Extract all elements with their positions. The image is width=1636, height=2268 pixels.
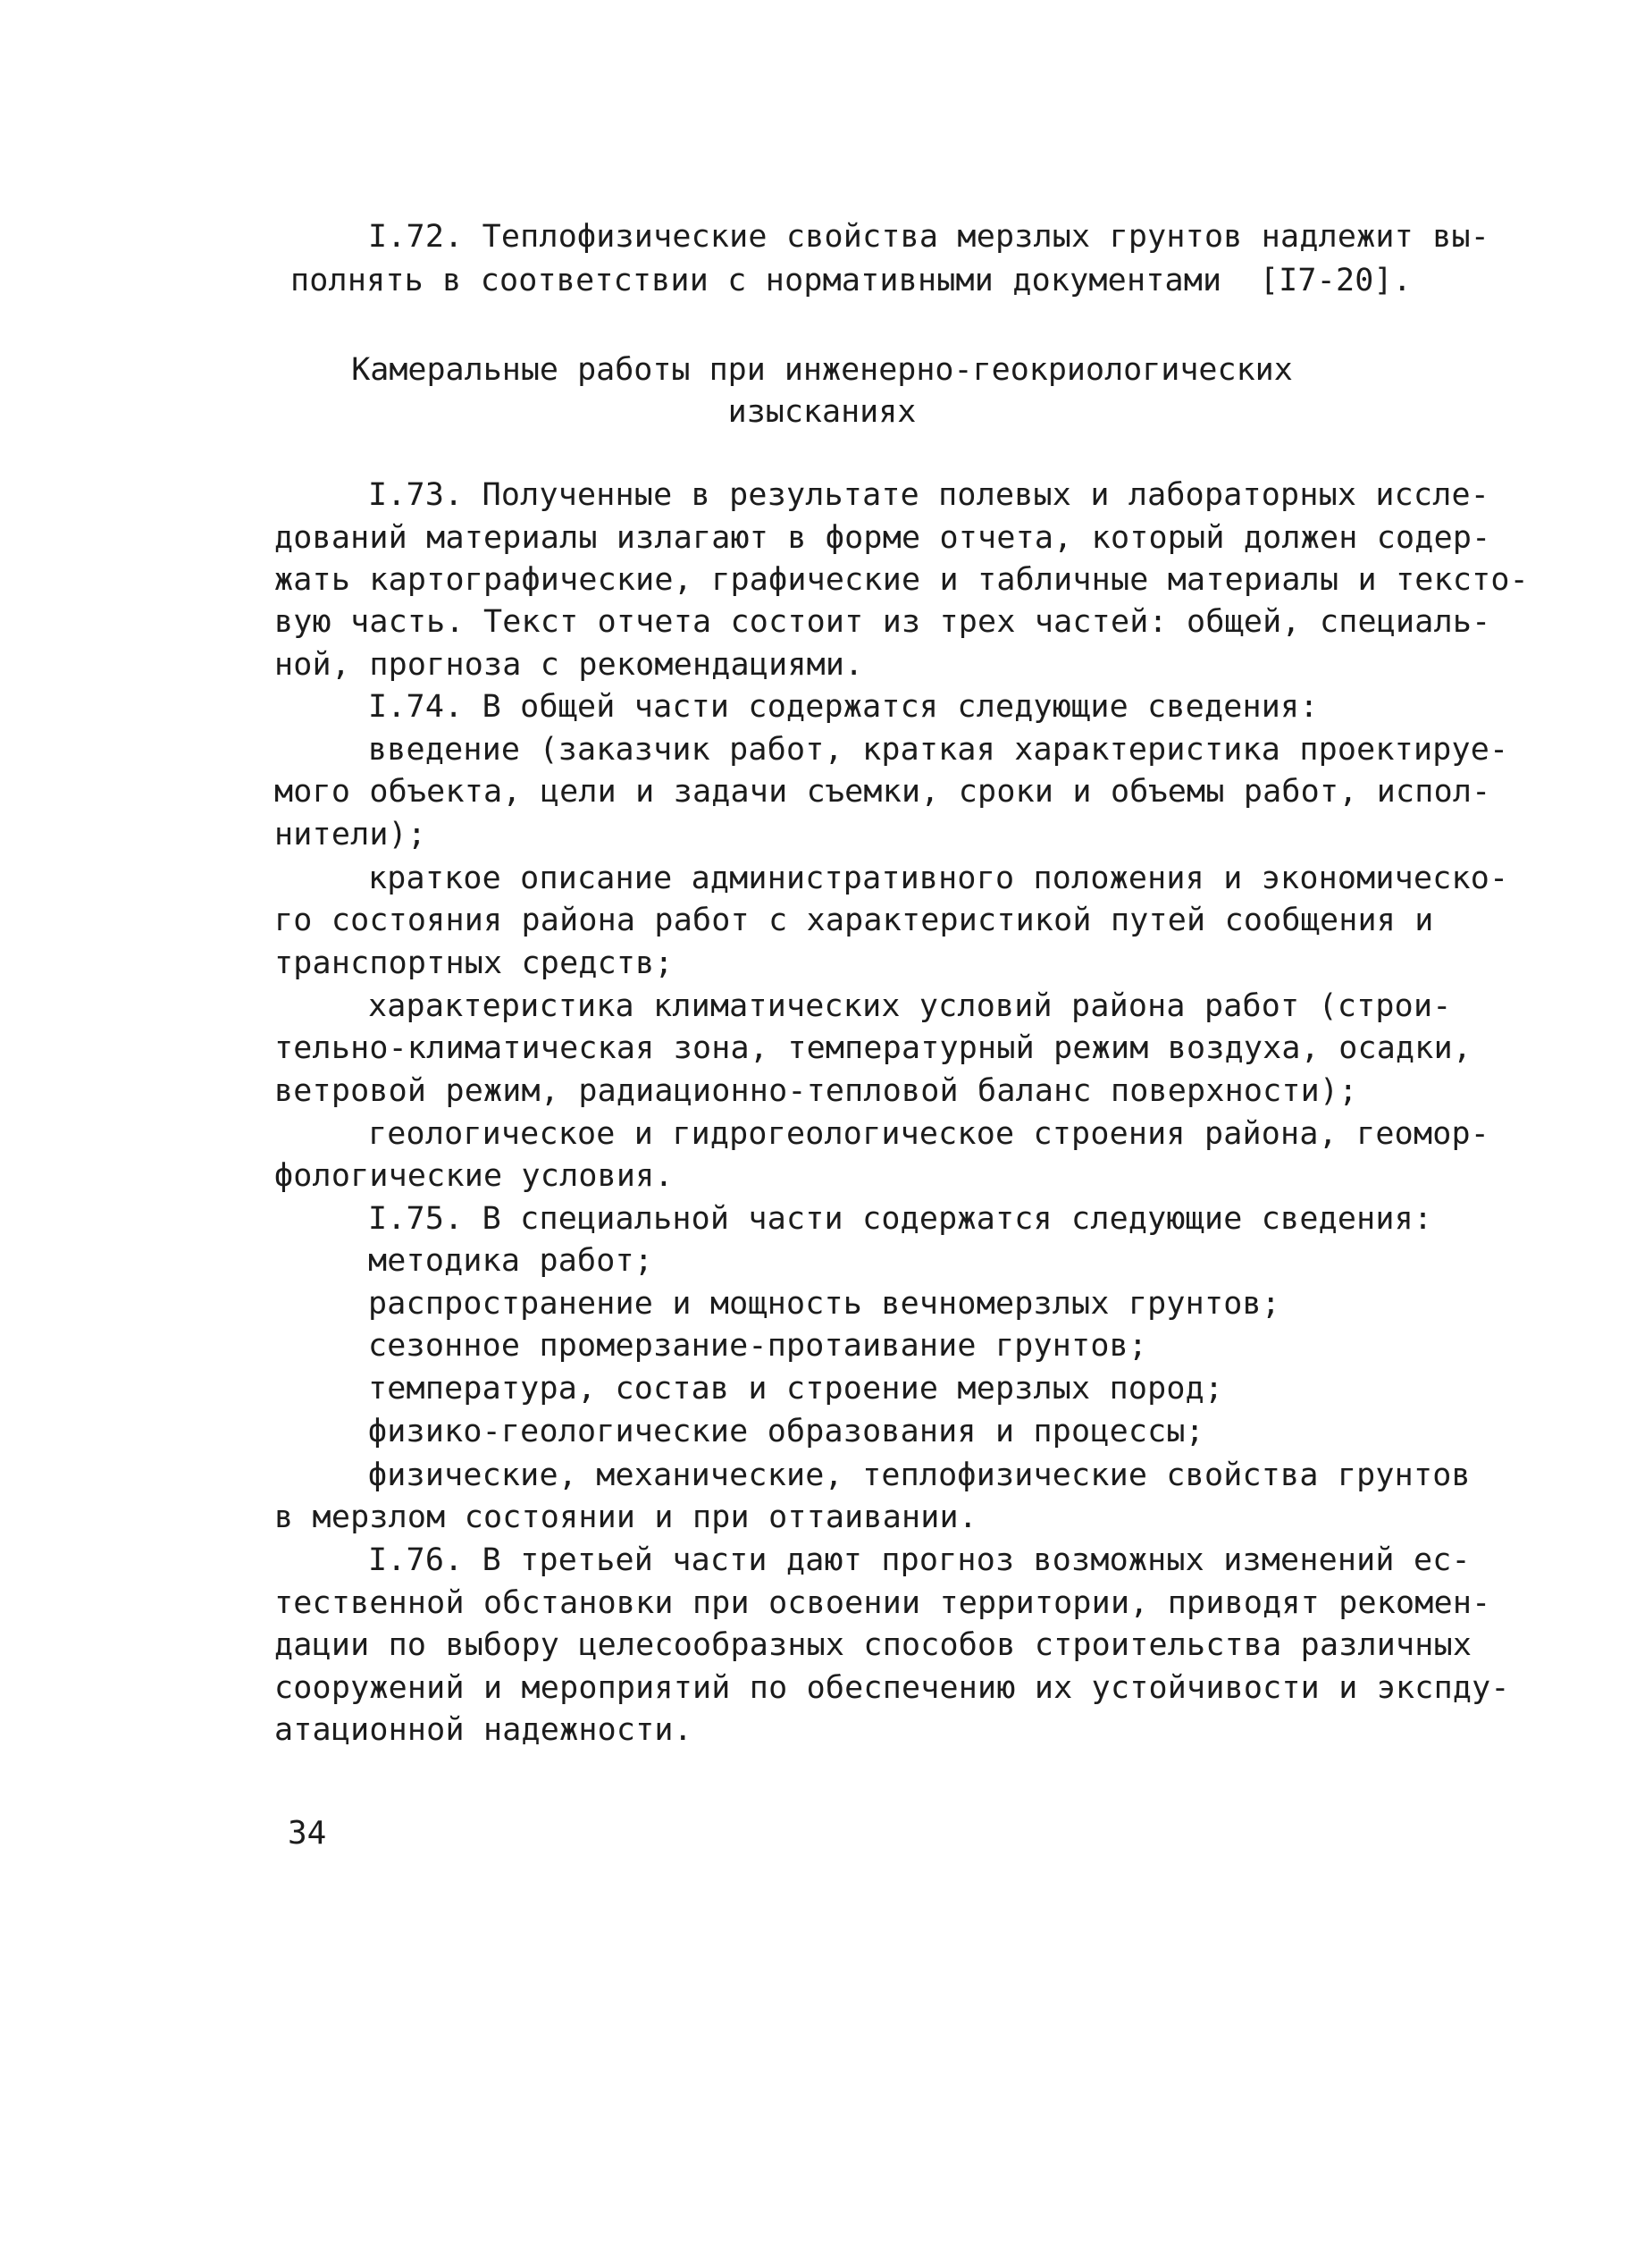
paragraph-1-74-item-line-4: краткое описание административного положения и экономическо- (368, 861, 1509, 896)
paragraph-1-74-item-line-7: характеристика климатических условий района работ (строи- (368, 988, 1452, 1024)
paragraph-1-74-line-1: I.74. В общей части содержатся следующие сведения: (368, 689, 1319, 725)
paragraph-1-73-line-2: дований материалы излагают в форме отчета, который должен содер- (274, 520, 1491, 556)
paragraph-1-73-line-1: I.73. Полученные в результате полевых и лабораторных иссле- (368, 477, 1490, 513)
paragraph-1-74-item-line-2: мого объекта, цели и задачи съемки, сроки и объемы работ, испол- (274, 774, 1491, 810)
paragraph-1-76-line-5: атационной надежности. (274, 1712, 692, 1748)
paragraph-1-75-item-2: распространение и мощность вечномерзлых грунтов; (368, 1286, 1281, 1322)
paragraph-1-75-item-4: температура, состав и строение мерзлых пород; (368, 1371, 1224, 1407)
paragraph-1-75-item-1: методика работ; (368, 1243, 654, 1279)
paragraph-1-74-item-line-3: нители); (274, 817, 427, 853)
paragraph-1-73-line-3: жать картографические, графические и табличные материалы и тексто- (274, 562, 1529, 598)
paragraph-1-72-line-1: I.72. Теплофизические свойства мерзлых грунтов надлежит вы- (368, 219, 1490, 255)
paragraph-1-76-line-3: дации по выбору целесообразных способов строительства различных (274, 1627, 1472, 1663)
paragraph-1-74-item-line-10: геологическое и гидрогеологическое строения района, геомор- (368, 1116, 1490, 1152)
paragraph-1-75-line-1: I.75. В специальной части содержатся следующие сведения: (368, 1201, 1433, 1237)
paragraph-1-75-item-7: в мерзлом состоянии и при оттаивании. (274, 1499, 978, 1535)
paragraph-1-75-item-5: физико-геологические образования и процессы; (368, 1414, 1204, 1449)
section-heading-line-1: Камеральные работы при инженерно-геокриологических (351, 352, 1293, 388)
paragraph-1-74-item-line-8: тельно-климатическая зона, температурный режим воздуха, осадки, (274, 1030, 1472, 1066)
paragraph-1-76-line-4: сооружений и мероприятий по обеспечению их устойчивости и экспду- (274, 1670, 1510, 1706)
paragraph-1-74-item-line-11: фологические условия. (274, 1158, 674, 1194)
paragraph-1-76-line-2: тественной обстановки при освоении территории, приводят рекомен- (274, 1585, 1491, 1621)
paragraph-1-75-item-6: физические, механические, теплофизические свойства грунтов (368, 1457, 1471, 1493)
section-heading-line-2: изысканиях (727, 394, 917, 430)
paragraph-1-73-line-4: вую часть. Текст отчета состоит из трех частей: общей, специаль- (274, 604, 1491, 640)
page-number: 34 (288, 1815, 327, 1852)
paragraph-1-72-line-2: полнять в соответствии с нормативными документами [I7-20]. (290, 263, 1413, 298)
paragraph-1-74-item-line-1: введение (заказчик работ, краткая характеристика проектируе- (368, 732, 1509, 768)
paragraph-1-74-item-line-6: транспортных средств; (274, 945, 674, 981)
paragraph-1-74-item-line-5: го состояния района работ с характеристикой путей сообщения и (274, 903, 1434, 938)
paragraph-1-75-item-3: сезонное промерзание-протаивание грунтов; (368, 1328, 1148, 1364)
paragraph-1-74-item-line-9: ветровой режим, радиационно-тепловой баланс поверхности); (274, 1073, 1358, 1109)
paragraph-1-73-line-5: ной, прогноза с рекомендациями. (274, 647, 864, 683)
paragraph-1-76-line-1: I.76. В третьей части дают прогноз возможных изменений ес- (368, 1542, 1471, 1578)
